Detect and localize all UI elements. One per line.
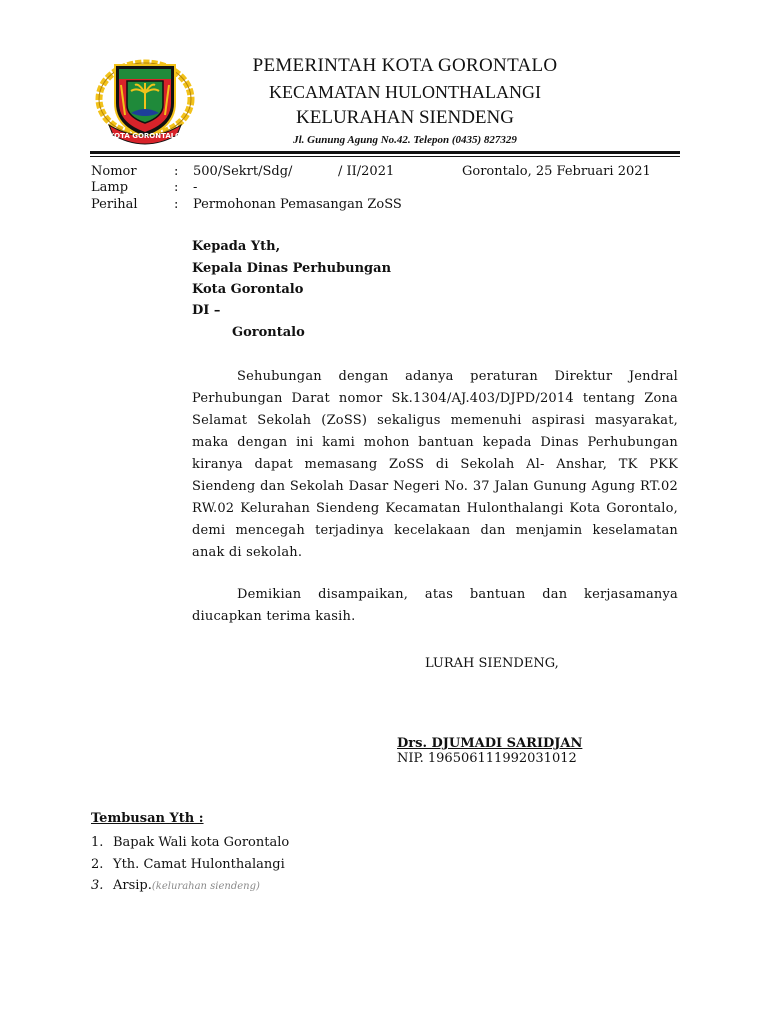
recipient-location: Gorontalo: [232, 325, 305, 340]
list-item-text: Arsip.: [113, 878, 152, 893]
body-paragraph-1: Sehubungan dengan adanya peraturan Direktur Jendral Perhubungan Darat nomor Sk.1304/AJ.403/DJPD/2014 tentang Zona Selamat Sekolah (ZoSS) sekaligus memenuhi aspirasi masyarakat, maka dengan ini kami mohon bantuan kepada Dinas Perhubungan kiranya dapat memasang ZoSS di Sekolah Al- Anshar, TK PKK Siendeng dan Sekolah Dasar Negeri No. 37 Jalan Gunung Agung RT.02 RW.02 Kelurahan Siendeng Kecamatan Hulonthalangi Kota Gorontalo, demi mencegah terjadinya kecelakaan dan menjamin keselamatan anak di sekolah.: [192, 369, 678, 560]
list-item-number: 3.: [91, 878, 104, 893]
signature-name: Drs. DJUMADI SARIDJAN: [397, 736, 583, 751]
list-item-text: Yth. Camat Hulonthalangi: [113, 857, 285, 872]
list-item-text: Bapak Wali kota Gorontalo: [113, 835, 290, 850]
recipient-position: Kepala Dinas Perhubungan: [192, 261, 392, 276]
tembusan-title: Tembusan Yth :: [91, 811, 204, 826]
lamp-label: Lamp: [91, 180, 129, 195]
letterhead-village: KELURAHAN SIENDENG: [296, 107, 514, 128]
signature-nip: NIP. 196506111992031012: [397, 751, 577, 766]
letterhead-government: PEMERINTAH KOTA GORONTALO: [252, 55, 558, 76]
place-date: Gorontalo, 25 Februari 2021: [462, 164, 651, 179]
nomor-label: Nomor: [91, 164, 137, 179]
letterhead-divider-thin: [90, 156, 680, 157]
lamp-colon: :: [174, 180, 179, 195]
letterhead-district: KECAMATAN HULONTHALANGI: [268, 82, 542, 102]
nomor-value: 500/Sekrt/Sdg/: [193, 164, 293, 179]
list-item: [91, 835, 289, 850]
letterhead-address: Jl. Gunung Agung No.42. Telepon (0435) 827329: [293, 134, 517, 146]
body-paragraph-2: Demikian disampaikan, atas bantuan dan kerjasamanya diucapkan terima kasih.: [192, 587, 678, 624]
nomor-colon: :: [174, 164, 179, 179]
letterhead-divider-thick: [90, 151, 680, 154]
recipient-salutation: Kepada Yth,: [192, 239, 281, 254]
recipient-city: Kota Gorontalo: [192, 282, 304, 297]
list-item-number: 2.: [91, 857, 104, 872]
gorontalo-city-emblem-icon: [95, 55, 195, 147]
svg-text:KOTA GORONTALO: KOTA GORONTALO: [109, 132, 181, 140]
perihal-colon: :: [174, 197, 179, 212]
recipient-di: DI –: [192, 303, 221, 318]
list-item-note: (kelurahan siendeng): [151, 881, 260, 892]
list-item-number: 1.: [91, 835, 104, 850]
list-item: [91, 857, 285, 872]
perihal-value: Permohonan Pemasangan ZoSS: [193, 197, 402, 212]
nomor-suffix: / II/2021: [338, 164, 395, 179]
list-item: [91, 878, 260, 893]
signature-title: LURAH SIENDENG,: [425, 656, 559, 671]
lamp-value: -: [193, 180, 198, 195]
perihal-label: Perihal: [91, 197, 138, 212]
